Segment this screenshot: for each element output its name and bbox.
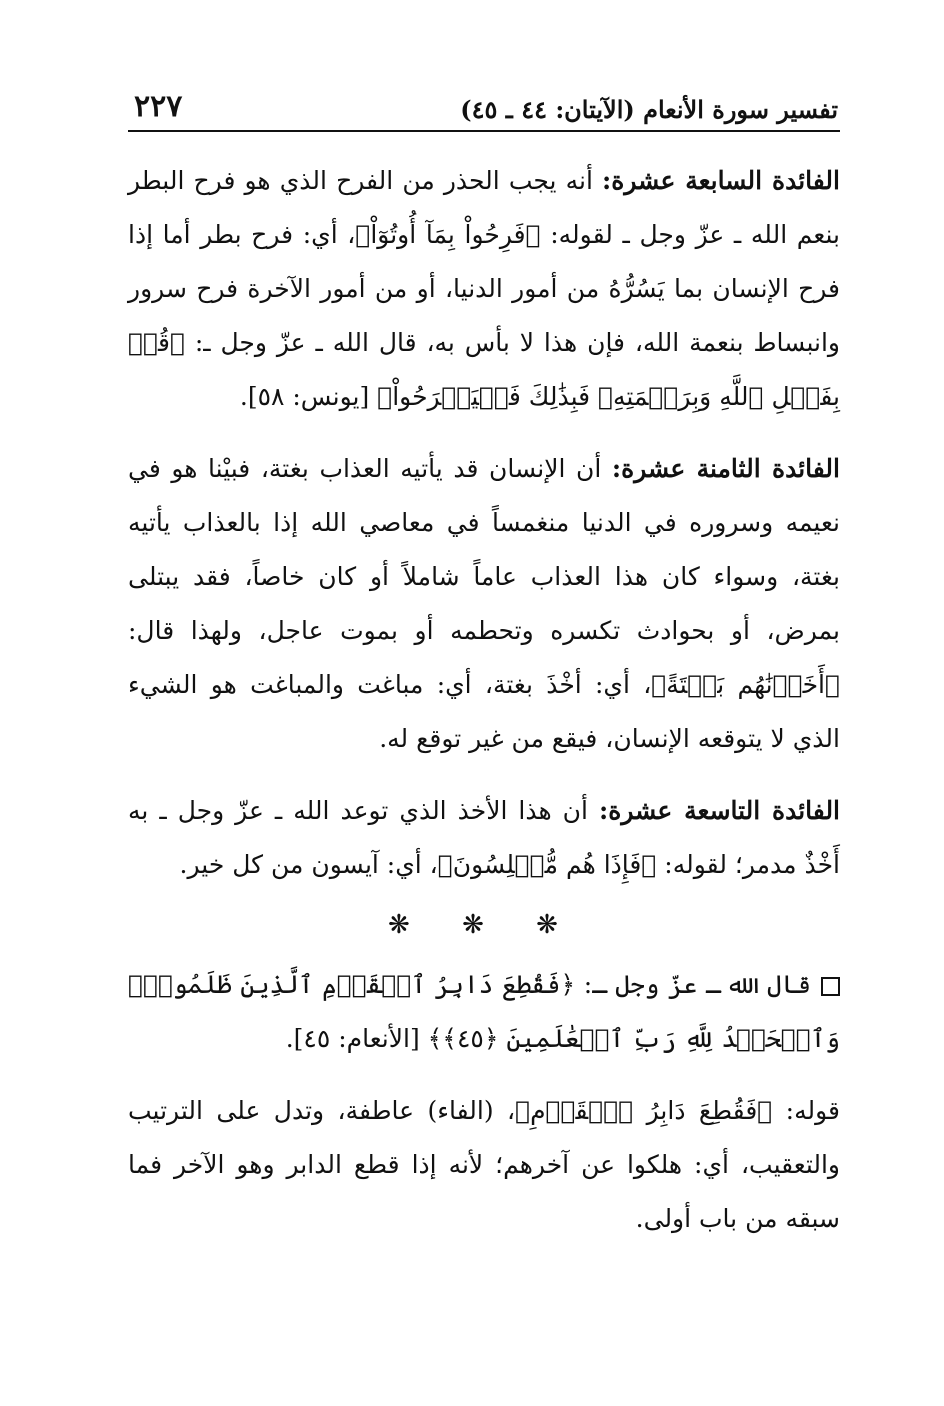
paragraph-benefit-17 — [128, 154, 840, 424]
paragraph-text: أن الإنسان قد يأتيه العذاب بغتة، فبيْنا هو في نعيمه وسروره في الدنيا منغمساً في معاصي الله إذا بالعذاب يأتيه بغتة، وسواء كان هذا العذاب عاماً شاملاً أو كان خاصاً، فقد يبتلى بمرض، أو بحوادث تكسره وتحطمه أو بموت عاجل، ولهذا قال: ﴿أَخَذۡنَٰهُم بَغۡتَةً﴾، أي: أخْذَ بغتة، أي: مباغت والمباغت هو الشيء الذي لا يتوقعه الإنسان، فيقع من غير توقع له. — [128, 454, 840, 753]
benefit-heading: الفائدة التاسعة عشرة: — [599, 796, 841, 825]
final-paragraph — [128, 1084, 840, 1246]
paragraph-text: أنه يجب الحذر من الفرح الذي هو فرح البطر بنعم الله ـ عزّ وجل ـ لقوله: ﴿فَرِحُواْ بِمَآ أُوتُوٓاْ﴾، أي: فرح بطر أما إذا فرح الإنسان بما يَسُرُّهُ من أمور الدنيا، أو من أمور الآخرة فرح سرور وانبساط بنعمة الله، فإن هذا لا بأس به، قال الله ـ عزّ وجل ـ: ﴿قُلۡ بِفَضۡلِ ٱللَّهِ وَبِرَحۡمَتِهِۦ فَبِذَٰلِكَ فَلۡيَفۡرَحُواْ﴾ [يونس: ٥٨]. — [128, 166, 840, 411]
header-divider — [128, 130, 840, 132]
page-body — [128, 154, 840, 1246]
benefit-heading: الفائدة السابعة عشرة: — [602, 166, 840, 195]
book-page — [128, 80, 840, 1370]
paragraph-text: أن هذا الأخذ الذي توعد الله ـ عزّ وجل ـ به أَخْذٌ مدمر؛ لقوله: ﴿فَإِذَا هُم مُّبۡلِسُونَ﴾، أي: آيسون من كل خير. — [128, 796, 840, 879]
page-number: ٢٢٧ — [134, 89, 183, 124]
verse-text: قال الله ـ عزّ وجل ـ: ﴿فَقُطِعَ دَابِرُ ٱلۡقَوۡمِ ٱلَّذِينَ ظَلَمُواْۚ وَٱلۡحَمۡدُ لِلَّهِ رَبِّ ٱلۡعَٰلَمِينَ ﴿٤٥﴾﴾ [الأنعام: ٤٥]. — [128, 970, 840, 1053]
benefit-heading: الفائدة الثامنة عشرة: — [611, 454, 840, 483]
chapter-title: تفسير سورة الأنعام (الآيتان: ٤٤ ـ ٤٥) — [460, 95, 838, 124]
paragraph-text: قوله: ﴿فَقُطِعَ دَابِرُ ٱلۡقَوۡمِ﴾، (الفاء) عاطفة، وتدل على الترتيب والتعقيب، أي: هلكوا عن آخرهم؛ لأنه إذا قطع الدابر وهو الآخر فما سبقه من باب أولى. — [128, 1096, 840, 1233]
section-separator: ❋ ❋ ❋ — [388, 910, 580, 940]
paragraph-benefit-18 — [128, 442, 840, 766]
verse-quote — [128, 958, 840, 1066]
paragraph-benefit-19 — [128, 784, 840, 892]
square-bullet-icon — [821, 977, 840, 996]
running-header — [128, 80, 840, 128]
